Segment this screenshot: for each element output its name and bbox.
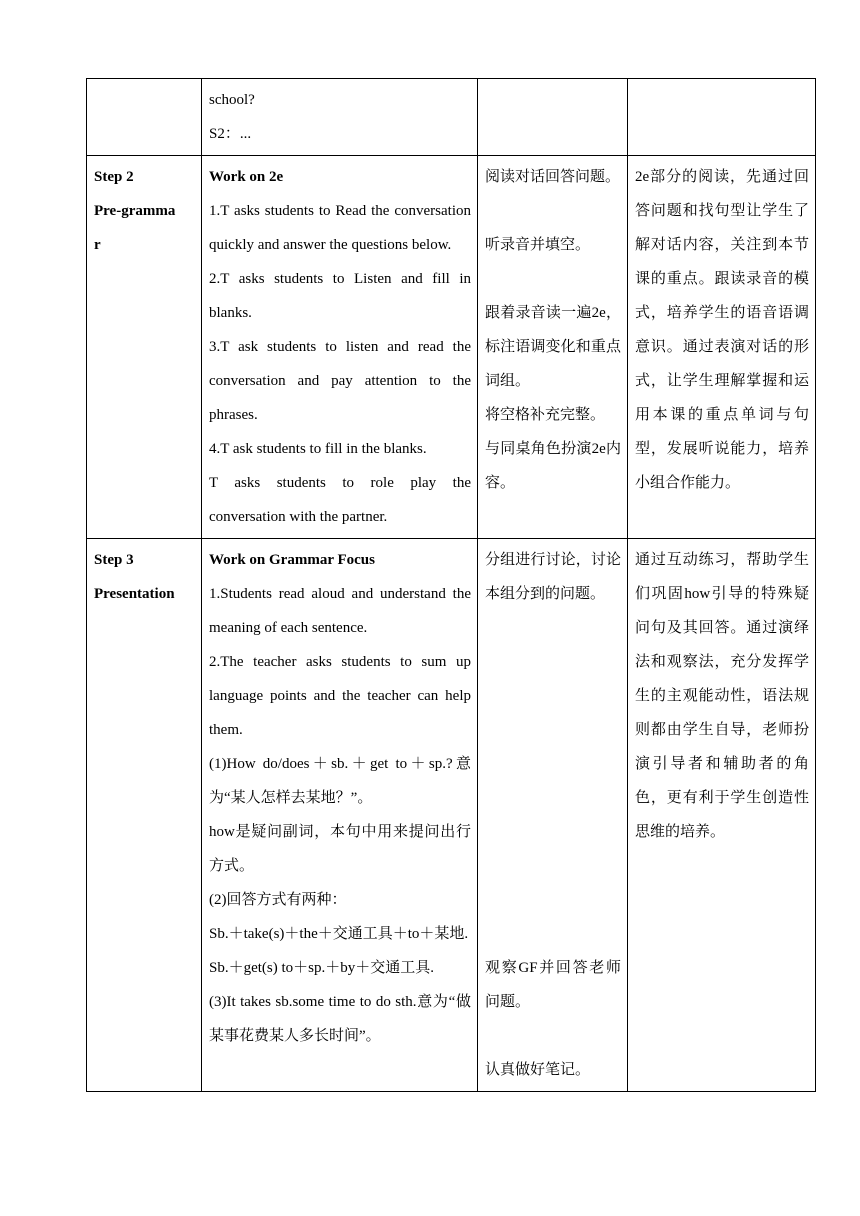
- activity-line: 听录音并填空。: [485, 237, 591, 253]
- content-title: Work on Grammar Focus: [209, 552, 375, 568]
- activity-line: 将空格补充完整。: [485, 407, 606, 423]
- lesson-plan-table: [86, 78, 816, 1092]
- activity-cell: [478, 156, 628, 539]
- content-line: T asks students to role play the conversation with the partner.: [209, 475, 471, 525]
- content-title: Work on 2e: [209, 169, 284, 185]
- step-cell: [87, 79, 202, 156]
- step-name: Pre-gramma: [94, 203, 176, 219]
- content-line: 2.The teacher asks students to sum up language points and the teacher can help them.: [209, 654, 471, 738]
- purpose-cell: [628, 539, 816, 1092]
- activity-line: 与同桌角色扮演2e内容。: [485, 441, 621, 491]
- content-cell: [202, 79, 478, 156]
- content-line: 1.T asks students to Read the conversation quickly and answer the questions below.: [209, 203, 471, 253]
- content-line: (1)How do/does＋sb.＋get to＋sp.?意为“某人怎样去某地？”。: [209, 756, 471, 806]
- table-row: [87, 156, 816, 539]
- content-cell: [202, 156, 478, 539]
- activity-line: 阅读对话回答问题。: [485, 169, 621, 185]
- step-label: Step 3: [94, 552, 134, 568]
- activity-line: 分组进行讨论，讨论本组分到的问题。: [485, 552, 621, 602]
- purpose-text: 通过互动练习，帮助学生们巩固how引导的特殊疑问句及其回答。通过演绎法和观察法，充分发挥学生的主观能动性，语法规则都由学生自导，老师扮演引导者和辅助者的角色，更有利于学生创造性思维的培养。: [635, 552, 809, 840]
- activity-line: 认真做好笔记。: [485, 1062, 591, 1078]
- content-line: 3.T ask students to listen and read the conversation and pay attention to the phrases.: [209, 339, 471, 423]
- step-cell: [87, 539, 202, 1092]
- purpose-text: 2e部分的阅读，先通过回答问题和找句型让学生了解对话内容，关注到本节课的重点。跟读录音的模式，培养学生的语音语调意识。通过表演对话的形式，让学生理解掌握和运用本课的重点单词与句型，发展听说能力，培养小组合作能力。: [635, 169, 809, 491]
- activity-cell: [478, 79, 628, 156]
- content-line: (3)It takes sb.some time to do sth.意为“做某事花费某人多长时间”。: [209, 994, 471, 1044]
- step-label: Step 2: [94, 169, 134, 185]
- activity-cell: [478, 539, 628, 1092]
- activity-line: 跟着录音读一遍2e，标注语调变化和重点词组。: [485, 305, 621, 389]
- content-line: 4.T ask students to fill in the blanks.: [209, 441, 427, 457]
- content-line: 2.T asks students to Listen and fill in blanks.: [209, 271, 471, 321]
- step-cell: [87, 156, 202, 539]
- table-row: [87, 79, 816, 156]
- content-line: how是疑问副词，本句中用来提问出行方式。: [209, 824, 471, 874]
- activity-line: 观察GF并回答老师问题。: [485, 960, 621, 1010]
- content-line: S2：...: [209, 126, 252, 142]
- content-line: Sb.＋take(s)＋the＋交通工具＋to＋某地.: [209, 926, 469, 942]
- purpose-cell: [628, 156, 816, 539]
- purpose-cell: [628, 79, 816, 156]
- content-cell: [202, 539, 478, 1092]
- content-line: school?: [209, 92, 255, 108]
- step-name-cont: r: [94, 237, 101, 253]
- content-line: Sb.＋get(s) to＋sp.＋by＋交通工具.: [209, 960, 435, 976]
- content-line: (2)回答方式有两种：: [209, 892, 347, 908]
- step-name: Presentation: [94, 586, 175, 602]
- content-line: 1.Students read aloud and understand the meaning of each sentence.: [209, 586, 471, 636]
- table-row: [87, 539, 816, 1092]
